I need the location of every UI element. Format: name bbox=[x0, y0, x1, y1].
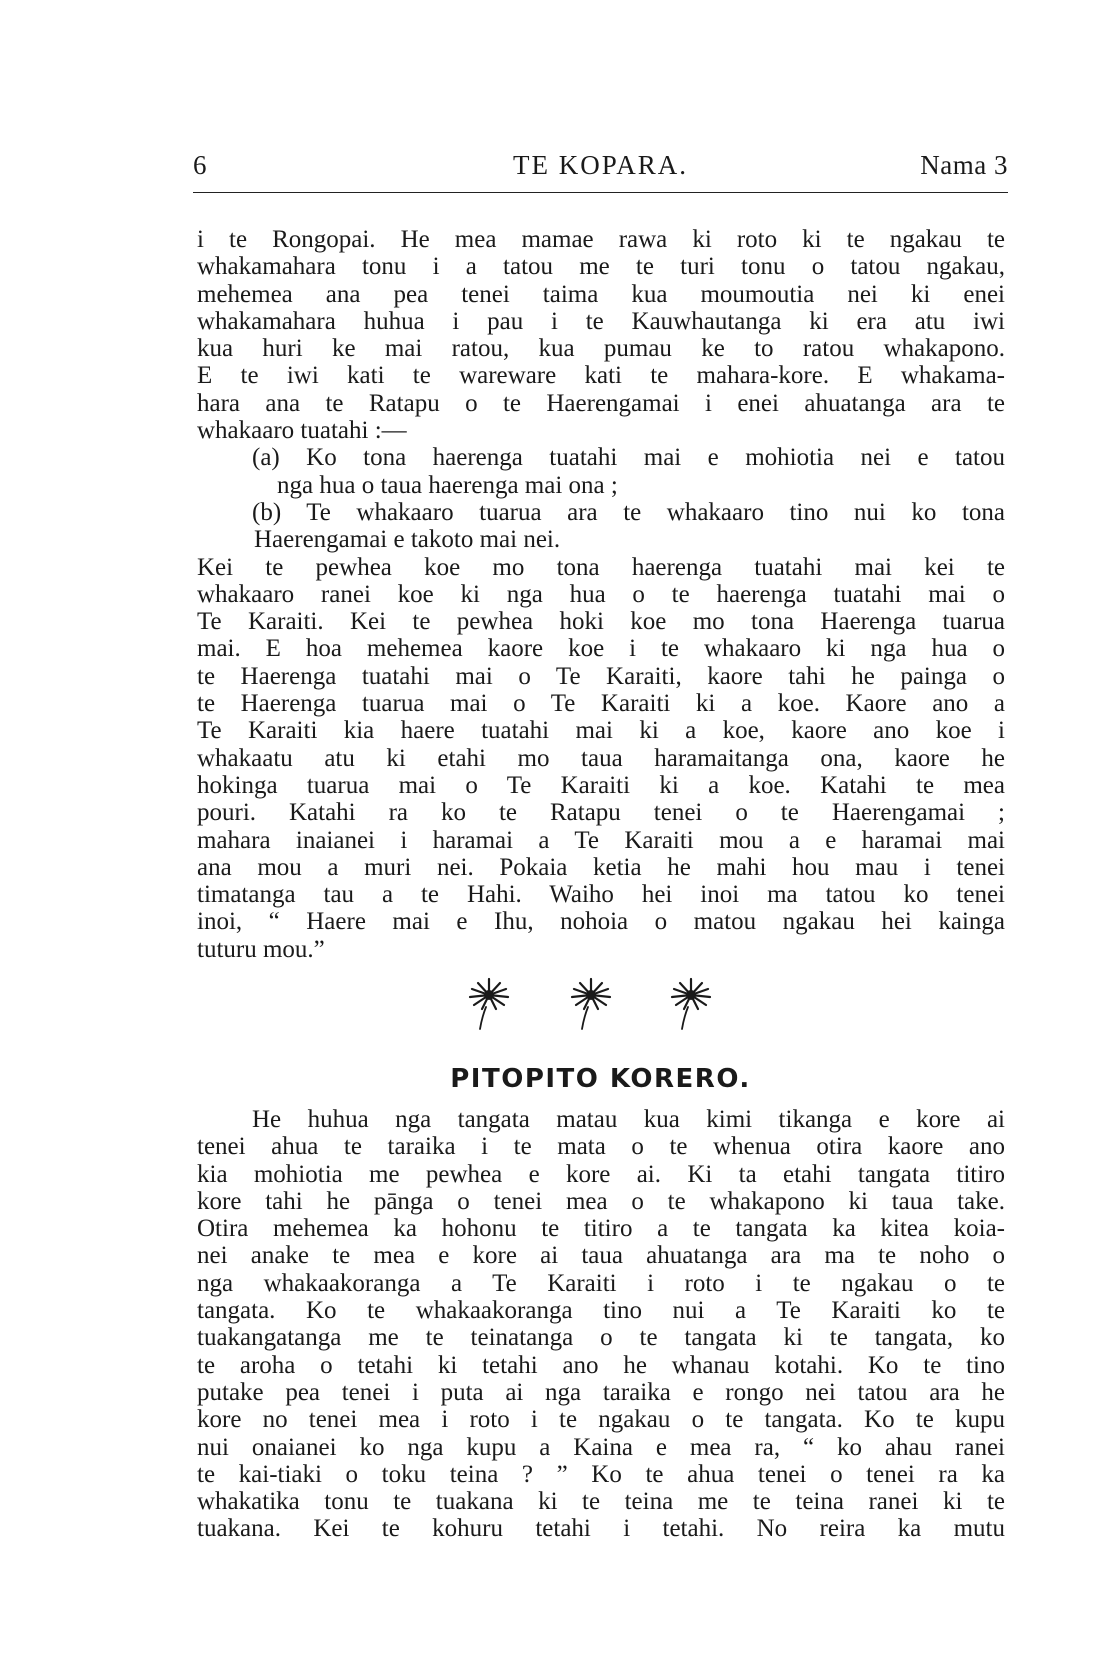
text-line: kore tahi he pānga o tenei mea o te whakapono ki taua take. bbox=[197, 1187, 1005, 1215]
text-line: whakamahara tonu i a tatou me te turi tonu o tatou ngakau, bbox=[197, 253, 1005, 281]
text-line: ana mou a muri nei. Pokaia ketia he mahi hou mau i tenei bbox=[197, 853, 1005, 881]
body-text-advent bbox=[197, 226, 1005, 963]
text-line: Otira mehemea ka hohonu te titiro a te tangata ka kitea koia- bbox=[197, 1215, 1005, 1243]
text-line: whakamahara huhua i pau i te Kauwhautanga ki era atu iwi bbox=[197, 307, 1005, 335]
text-line: mahara inaianei i haramai a Te Karaiti mou a e haramai mai bbox=[197, 826, 1005, 854]
flower-ornament-icon bbox=[564, 975, 618, 1031]
text-line: tuakangatanga me te teinatanga o te tangata ki te tangata, ko bbox=[197, 1324, 1005, 1352]
text-line: Te Karaiti kia haere tuatahi mai ki a koe, kaore ano koe i bbox=[197, 717, 1005, 745]
text-line: i te Rongopai. He mea mamae rawa ki roto ki te ngakau te bbox=[197, 226, 1005, 253]
list-item-b-cont: Haerengamai e takoto mai nei. bbox=[254, 526, 561, 554]
list-item-a-cont: nga hua o taua haerenga mai ona ; bbox=[277, 471, 618, 499]
text-line: pouri. Katahi ra ko te Ratapu tenei o te Haerengamai ; bbox=[197, 799, 1005, 827]
issue-number: Nama 3 bbox=[920, 150, 1008, 180]
publication-title: TE KOPARA. bbox=[512, 150, 689, 180]
text-line: nga whakaakoranga a Te Karaiti i roto i te ngakau o te bbox=[197, 1269, 1005, 1297]
page-number: 6 bbox=[193, 150, 207, 180]
text-line: Te Karaiti. Kei te pewhea hoki koe mo tona Haerenga tuarua bbox=[197, 608, 1005, 636]
text-line: mehemea ana pea tenei taima kua moumoutia nei ki enei bbox=[197, 280, 1005, 308]
text-line: whakaatu atu ki etahi mo taua haramaitanga ona, kaore he bbox=[197, 744, 1005, 772]
list-item-a: (a) Ko tona haerenga tuatahi mai e mohiotia nei e tatou bbox=[252, 444, 1005, 472]
text-line: timatanga tau a te Hahi. Waiho hei inoi ma tatou ko tenei bbox=[197, 881, 1005, 909]
text-line: E te iwi kati te wareware kati te mahara-kore. E whakama- bbox=[197, 362, 1005, 390]
section-heading: PITOPITO KORERO. bbox=[450, 1064, 751, 1094]
text-line: He huhua nga tangata matau kua kimi tikanga e kore ai bbox=[252, 1106, 1005, 1133]
list-item-b: (b) Te whakaaro tuarua ara te whakaaro tino nui ko tona bbox=[252, 498, 1005, 526]
text-line: te kai-tiaki o toku teina ? ” Ko te ahua tenei o tenei ra ka bbox=[197, 1460, 1005, 1488]
text-line: tuakana. Kei te kohuru tetahi i tetahi. No reira ka mutu bbox=[197, 1515, 1005, 1543]
ornament-row bbox=[440, 975, 740, 1035]
header-rule bbox=[193, 192, 1008, 193]
text-line: putake pea tenei i puta ai nga taraika e rongo nei tatou ara he bbox=[197, 1378, 1005, 1406]
text-line: tuturu mou.” bbox=[197, 935, 325, 963]
text-line: mai. E hoa mehemea kaore koe i te whakaaro ki nga hua o bbox=[197, 635, 1005, 663]
text-line: Kei te pewhea koe mo tona haerenga tuatahi mai kei te bbox=[197, 553, 1005, 581]
flower-ornament-icon bbox=[664, 975, 718, 1031]
body-text-news bbox=[197, 1106, 1005, 1543]
text-line: nui onaianei ko nga kupu a Kaina e mea ra, “ ko ahau ranei bbox=[197, 1433, 1005, 1461]
text-line: whakaaro ranei koe ki nga hua o te haerenga tuatahi mai o bbox=[197, 580, 1005, 608]
text-line: te aroha o tetahi ki tetahi ano he whanau kotahi. Ko te tino bbox=[197, 1351, 1005, 1379]
flower-ornament-icon bbox=[462, 975, 516, 1031]
text-line: tenei ahua te taraika i te mata o te whenua otira kaore ano bbox=[197, 1133, 1005, 1161]
text-line: te Haerenga tuatahi mai o Te Karaiti, kaore tahi he painga o bbox=[197, 662, 1005, 690]
text-line: inoi, “ Haere mai e Ihu, nohoia o matou ngakau hei kainga bbox=[197, 908, 1005, 936]
text-line: te Haerenga tuarua mai o Te Karaiti ki a koe. Kaore ano a bbox=[197, 690, 1005, 718]
text-line: whakatika tonu te tuakana ki te teina me te teina ranei ki te bbox=[197, 1488, 1005, 1516]
text-line: hokinga tuarua mai o Te Karaiti ki a koe. Katahi te mea bbox=[197, 771, 1005, 799]
text-line: tangata. Ko te whakaakoranga tino nui a Te Karaiti ko te bbox=[197, 1297, 1005, 1325]
text-line: whakaaro tuatahi :— bbox=[197, 417, 407, 445]
text-line: hara ana te Ratapu o te Haerengamai i enei ahuatanga ara te bbox=[197, 389, 1005, 417]
running-header bbox=[193, 150, 1008, 190]
text-line: kua huri ke mai ratou, kua pumau ke to ratou whakapono. bbox=[197, 335, 1005, 363]
text-line: kia mohiotia me pewhea e kore ai. Ki ta etahi tangata titiro bbox=[197, 1160, 1005, 1188]
text-line: nei anake te mea e kore ai taua ahuatanga ara ma te noho o bbox=[197, 1242, 1005, 1270]
text-line: kore no tenei mea i roto i te ngakau o te tangata. Ko te kupu bbox=[197, 1406, 1005, 1434]
